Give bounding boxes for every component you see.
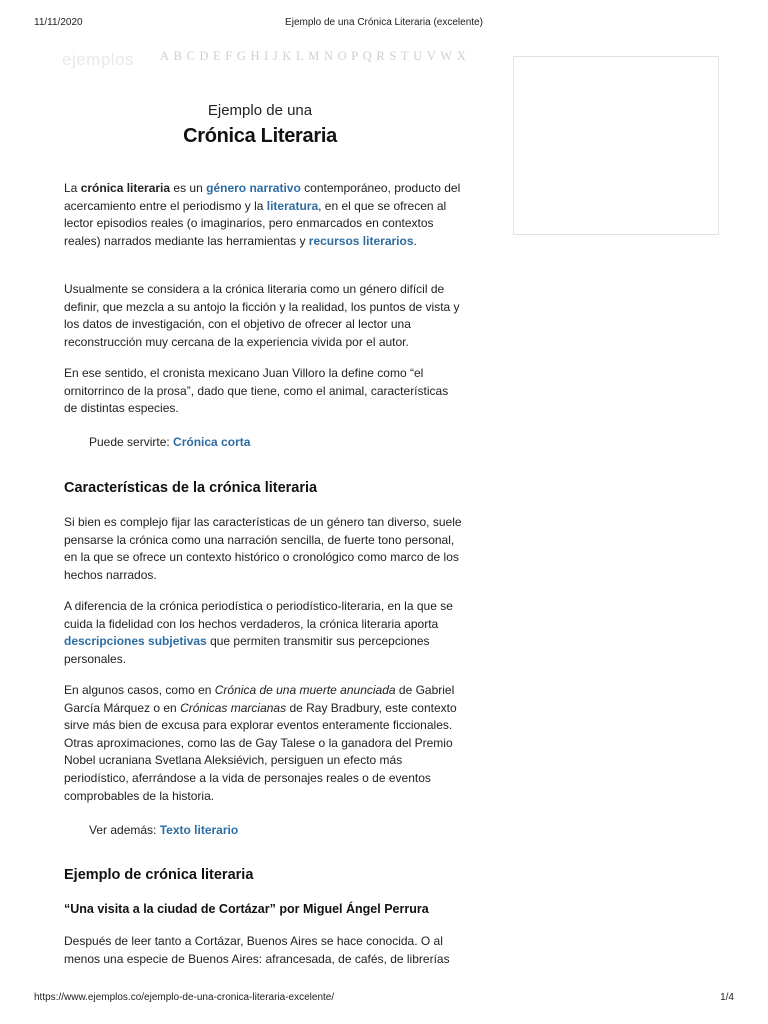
p1-text-5: . (413, 233, 417, 248)
alphabet-letter-a[interactable]: A (160, 49, 170, 63)
heading-characteristics: Características de la crónica literaria (64, 480, 318, 496)
note-ver-ademas (89, 823, 489, 837)
p1-bold-term: crónica literaria (80, 181, 171, 195)
story-heading-wrap (64, 902, 464, 916)
p3-text: En ese sentido, el cronista mexicano Juan Villoro la define como “el ornitorrinco de la prosa”, dado que tiene, como el animal, características de distintas especies. (64, 366, 449, 416)
print-page-title: Ejemplo de una Crónica Literaria (excelente) (285, 17, 483, 28)
print-url: https://www.ejemplos.co/ejemplo-de-una-cronica-literaria-excelente/ (34, 992, 335, 1003)
p6-book-title-2: Crónicas marcianas (180, 700, 287, 715)
p1-text-1: La (64, 181, 81, 195)
section-characteristics (64, 480, 464, 496)
alphabet-letter-r[interactable]: R (376, 49, 385, 63)
link-recursos-literarios[interactable]: recursos literarios (308, 233, 414, 248)
paragraph-4 (64, 514, 464, 584)
print-date: 11/11/2020 (34, 17, 83, 28)
alphabet-letter-b[interactable]: B (173, 49, 182, 63)
alphabet-nav (160, 49, 470, 64)
site-logo[interactable]: ejemplos (62, 50, 135, 69)
article-pre-title: Ejemplo de una (207, 102, 313, 119)
paragraph-7 (64, 933, 464, 968)
p4-text: Si bien es complejo fijar las características de un género tan diverso, suele pensarse la crónica como una narración sencilla, de fuerte tono personal, en la que se ofrece un contexto histórico o cronológico como marco de los hechos narrados. (64, 515, 462, 582)
paragraph-intro (64, 180, 464, 250)
paragraph-5 (64, 598, 464, 668)
paragraph-3 (64, 365, 464, 418)
alphabet-letter-t[interactable]: T (400, 49, 409, 63)
alphabet-letter-i[interactable]: I (264, 49, 269, 63)
p6-text-1: En algunos casos, como en (64, 683, 215, 697)
p1-text-2: es un (170, 181, 207, 195)
alphabet-letter-p[interactable]: P (351, 49, 359, 63)
print-footer (0, 992, 768, 1006)
alphabet-letter-k[interactable]: K (282, 49, 292, 63)
ad-placeholder (513, 56, 719, 235)
heading-story: “Una visita a la ciudad de Cortázar” por Miguel Ángel Perrura (64, 902, 429, 916)
heading-example: Ejemplo de crónica literaria (64, 867, 254, 883)
p7-text: Después de leer tanto a Cortázar, Buenos Aires se hace conocida. O al menos una especie de Buenos Aires: afrancesada, de cafés, de librerías (64, 934, 450, 966)
p6-text-3: de Ray Bradbury, este contexto sirve más bien de excusa para explorar eventos enteramente ficcionales. Otras aproximaciones, como las de Gay Talese o la ganadora del Premio Nobel ucraniana Svetlana Aleksiévich, persiguen un efecto más periodístico, aferrándose a la vida de personajes reales o de eventos comprobables de la historia. (64, 700, 457, 803)
alphabet-letter-v[interactable]: V (426, 49, 436, 63)
alphabet-letter-l[interactable]: L (296, 49, 304, 63)
print-page-number: 1/4 (720, 992, 734, 1003)
section-example (64, 867, 464, 883)
link-texto-literario[interactable]: Texto literario (159, 823, 239, 837)
alphabet-letter-d[interactable]: D (199, 49, 209, 63)
alphabet-letter-q[interactable]: Q (362, 49, 372, 63)
p6-text-2: de Gabriel García Márquez o en (64, 683, 455, 715)
paragraph-6 (64, 682, 464, 805)
p6-book-title-1: Crónica de una muerte anunciada (214, 683, 396, 697)
alphabet-letter-j[interactable]: J (272, 49, 278, 63)
note2-label: Ver además: (89, 823, 160, 837)
alphabet-letter-s[interactable]: S (389, 49, 397, 63)
alphabet-letter-u[interactable]: U (413, 49, 423, 63)
p2-text: Usualmente se considera a la crónica literaria como un género difícil de definir, que mezcla a su antojo la ficción y la realidad, los puntos de vista y los datos de investigación, con el objetivo de ofrecer al lector una reconstrucción muy cercana de la experiencia vivida por el autor. (64, 282, 460, 349)
p1-text-3: contemporáneo, producto del acercamiento entre el periodismo y la (64, 181, 461, 213)
link-literatura[interactable]: literatura (266, 198, 319, 213)
alphabet-letter-h[interactable]: H (250, 49, 260, 63)
alphabet-letter-f[interactable]: F (225, 49, 233, 63)
alphabet-letter-x[interactable]: X (456, 49, 466, 63)
p1-text-4: , en el que se ofrecen al lector episodios reales (o imaginarios, pero enmarcados en contextos reales) narrados mediante las herramientas y (64, 198, 447, 248)
link-cronica-corta[interactable]: Crónica corta (173, 435, 251, 449)
note-puede-servirte (89, 435, 489, 449)
p5-text-2: que permiten transmitir sus percepciones personales. (64, 634, 430, 666)
link-genero-narrativo[interactable]: género narrativo (206, 181, 301, 195)
alphabet-letter-c[interactable]: C (186, 49, 195, 63)
paragraph-2 (64, 281, 464, 351)
alphabet-letter-g[interactable]: G (236, 49, 246, 63)
alphabet-letter-w[interactable]: W (440, 49, 453, 63)
article-title: Crónica Literaria (183, 125, 337, 147)
alphabet-letter-e[interactable]: E (213, 49, 221, 63)
note1-label: Puede servirte: (89, 435, 174, 449)
alphabet-letter-n[interactable]: N (323, 49, 333, 63)
p5-text-1: A diferencia de la crónica periodística o periodístico-literaria, en la que se cuida la fidelidad con los hechos verdaderos, la crónica literaria aporta (64, 599, 453, 631)
alphabet-letter-o[interactable]: O (337, 49, 347, 63)
link-descripciones-subjetivas[interactable]: descripciones subjetivas (64, 634, 207, 649)
print-header (0, 17, 768, 31)
alphabet-letter-m[interactable]: M (308, 49, 320, 63)
